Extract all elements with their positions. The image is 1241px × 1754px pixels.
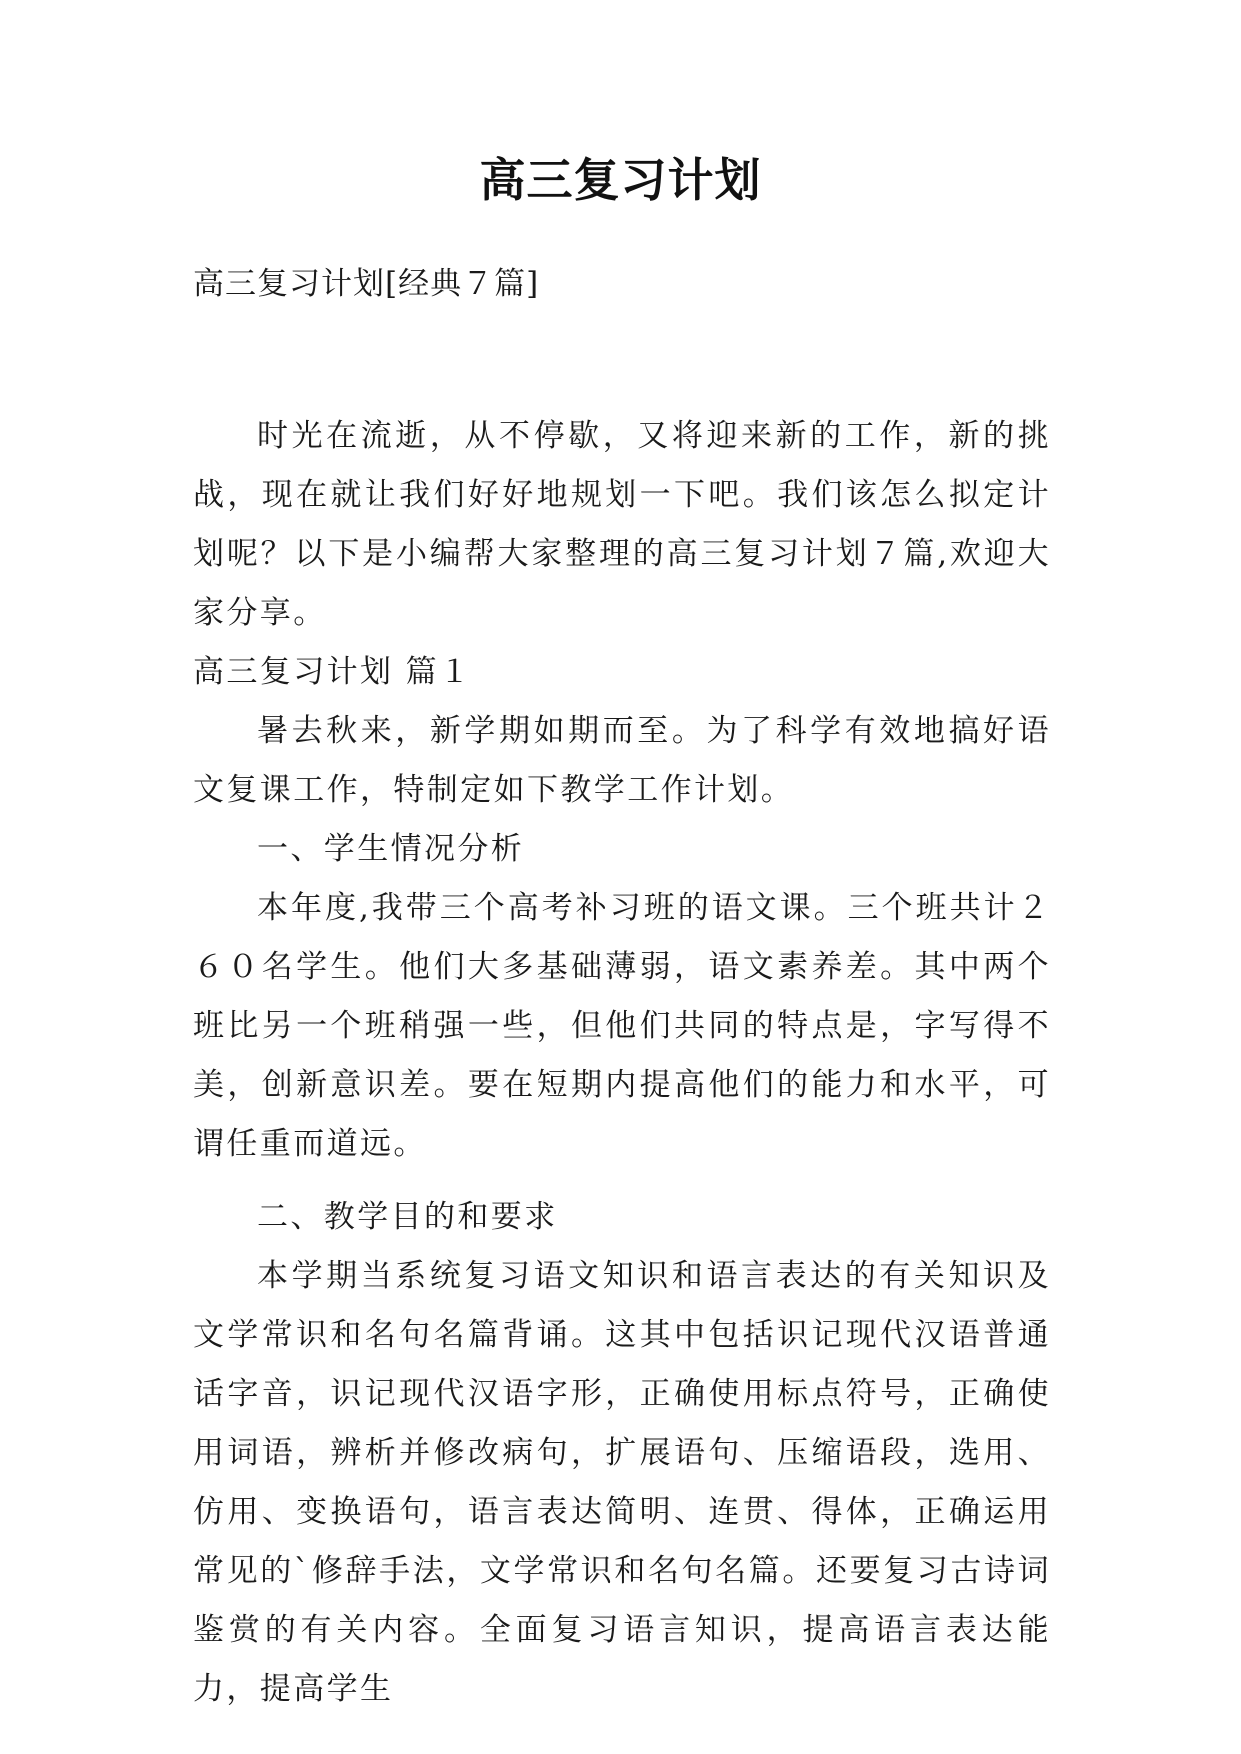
section-heading-part-1: 高三复习计划 篇１ (193, 654, 473, 690)
intro-paragraph: 时光在流逝，从不停歇，又将迎来新的工作，新的挑战，现在就让我们好好地规划一下吧。我们该怎么拟定计划呢？以下是小编帮大家整理的高三复习计划７篇,欢迎大家分享。 (193, 418, 1051, 631)
body-paragraph: 暑去秋来，新学期如期而至。为了科学有效地搞好语文复课工作，特制定如下教学工作计划。 (193, 713, 1051, 808)
body-paragraph: 本年度,我带三个高考补习班的语文课。三个班共计２６０名学生。他们大多基础薄弱，语文素养差。其中两个班比另一个班稍强一些，但他们共同的特点是，字写得不美，创新意识差。要在短期内提高他们的能力和水平，可谓任重而道远。 (193, 890, 1051, 1162)
section-heading-student-analysis: 一、学生情况分析 (257, 831, 525, 867)
section-heading-teaching-goals: 二、教学目的和要求 (257, 1199, 558, 1235)
document-title: 高三复习计划 (479, 153, 762, 207)
document-body (193, 407, 1051, 1719)
document-subtitle: 高三复习计划[经典７篇] (193, 266, 540, 302)
body-paragraph: 本学期当系统复习语文知识和语言表达的有关知识及文学常识和名句名篇背诵。这其中包括识记现代汉语普通话字音，识记现代汉语字形，正确使用标点符号，正确使用词语，辨析并修改病句，扩展语句、压缩语段，选用、仿用、变换语句，语言表达简明、连贯、得体，正确运用常见的`修辞手法，文学常识和名句名篇。还要复习古诗词鉴赏的有关内容。全面复习语言知识，提高语言表达能力，提高学生 (193, 1258, 1051, 1707)
